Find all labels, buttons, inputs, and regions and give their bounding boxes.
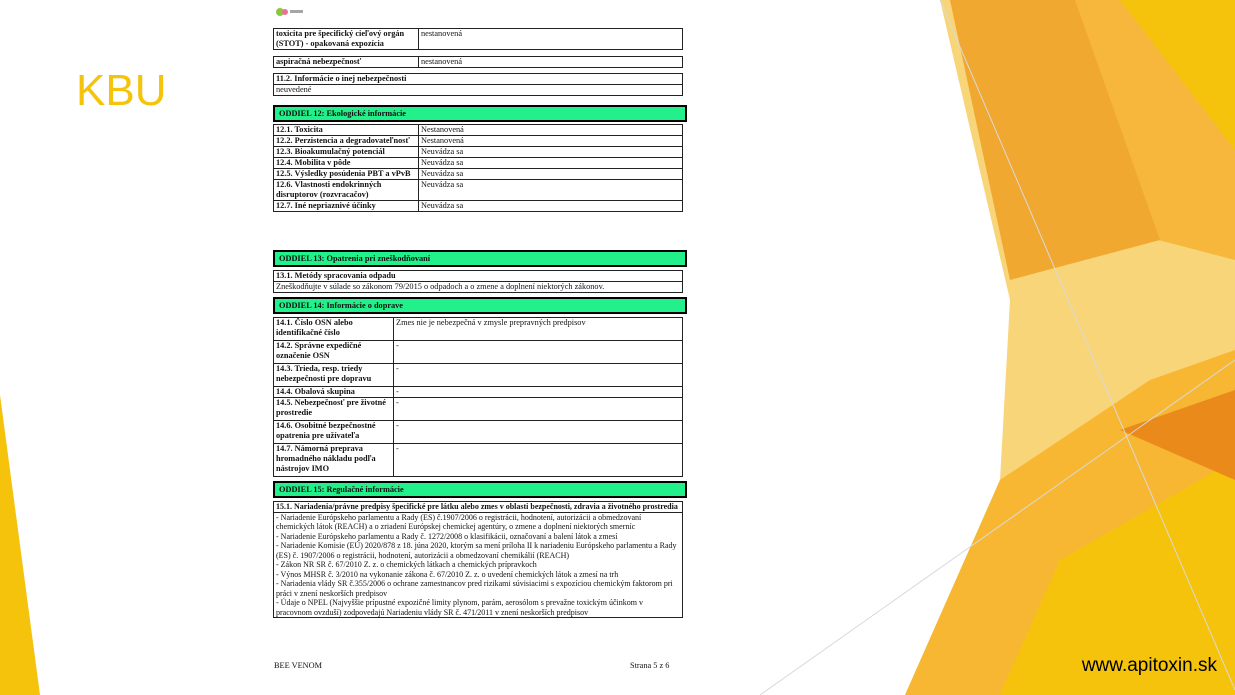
row-label: 12.7. Iné nepriaznivé účinky: [274, 201, 419, 212]
row-label: 12.6. Vlastnosti endokrinných disruptorov (rozvracačov): [274, 180, 419, 201]
regulation-item: - Nariadenie Európskeho parlamentu a Rady (ES) č.1907/2006 o registrácii, hodnotení, autorizácii a obmedzovaní chemických látok (REACH) a o zriadení Európskej chemickej agentúry, o zmene a doplnení niektorých smerníc: [276, 512, 642, 531]
row-value: Nestanovená: [419, 125, 683, 136]
section-13-heading: 13.1. Metódy spracovania odpadu: [274, 271, 683, 282]
other-hazards-table: [273, 73, 683, 96]
table-row: [274, 158, 683, 169]
regulation-item: - Nariadenia vlády SR č.355/2006 o ochrane zamestnancov pred rizikami súvisiacimi s expozíciou chemickým faktorom pri práci v znení neskorších predpisov: [276, 579, 673, 598]
row-value: -: [394, 364, 683, 387]
section-15-banner: ODDIEL 15: Regulačné informácie: [273, 481, 687, 498]
table-row: [274, 421, 683, 444]
row-value: Neuvádza sa: [419, 169, 683, 180]
row-label: toxicita pre špecifický cieľový orgán (STOT) - opakovaná expozícia: [274, 29, 419, 50]
section-12-banner: ODDIEL 12: Ekologické informácie: [273, 105, 687, 122]
website-url[interactable]: www.apitoxin.sk: [1081, 655, 1217, 676]
row-value: -: [394, 387, 683, 398]
row-label: 14.6. Osobitné bezpečnostné opatrenia pre užívateľa: [274, 421, 394, 444]
row-value: Neuvádza sa: [419, 147, 683, 158]
row-label: aspiračná nebezpečnosť: [274, 57, 419, 68]
table-row: [274, 387, 683, 398]
row-label: 14.7. Námorná preprava hromadného nákladu podľa nástrojov IMO: [274, 444, 394, 477]
row-label: 12.2. Perzistencia a degradovateľnosť: [274, 136, 419, 147]
row-label: 12.5. Výsledky posúdenia PBT a vPvB: [274, 169, 419, 180]
table-row: [274, 180, 683, 201]
toxicity-table-2: [273, 56, 683, 68]
regulation-item: - Výnos MHSR č. 3/2010 na vykonanie zákona č. 67/2010 Z. z. o uvedení chemických látok a zmesí na trh: [276, 569, 619, 579]
table-row: [274, 147, 683, 158]
row-label: 14.4. Obalová skupina: [274, 387, 394, 398]
row-label: 12.1. Toxicita: [274, 125, 419, 136]
table-row: [274, 364, 683, 387]
section-14-banner: ODDIEL 14: Informácie o doprave: [273, 297, 687, 314]
regulation-item: - Zákon NR SR č. 67/2010 Z. z. o chemických látkach a chemických prípravkoch: [276, 560, 537, 569]
row-value: -: [394, 444, 683, 477]
section-11-2-heading: 11.2. Informácie o inej nebezpečnosti: [274, 74, 683, 85]
row-value: nestanovená: [419, 57, 683, 68]
table-row: [274, 29, 683, 50]
row-value: -: [394, 341, 683, 364]
row-value: -: [394, 421, 683, 444]
toxicity-table-1: [273, 28, 683, 50]
document-page: [270, 0, 688, 695]
row-value: Neuvádza sa: [419, 201, 683, 212]
section-11-2-value: neuvedené: [274, 85, 683, 96]
section-15-heading: 15.1. Nariadenia/právne predpisy špecifické pre látku alebo zmes v oblasti bezpečnosti, zdravia a životného prostredia: [274, 502, 682, 513]
section-15-box: [273, 501, 683, 618]
section-13-text: Zneškodňujte v súlade so zákonom 79/2015 o odpadoch a o zmene a doplnení niektorých zákonov.: [274, 282, 683, 293]
row-value: nestanovená: [419, 29, 683, 50]
table-row: [274, 125, 683, 136]
section-12-table: [273, 124, 683, 212]
row-value: Zmes nie je nebezpečná v zmysle prepravných predpisov: [394, 318, 683, 341]
row-value: -: [394, 398, 683, 421]
table-row: [274, 201, 683, 212]
company-logo: [274, 6, 304, 18]
footer-page-number: Strana 5 z 6: [630, 661, 670, 670]
row-value: Neuvádza sa: [419, 158, 683, 169]
regulation-item: - Nariadenie Európskeho parlamentu a Rady č. 1272/2008 o klasifikácii, označovaní a balení látok a zmesí: [276, 531, 618, 541]
table-row: [274, 136, 683, 147]
row-label: 14.1. Číslo OSN alebo identifikačné číslo: [274, 318, 394, 341]
section-13-banner: ODDIEL 13: Opatrenia pri zneškodňovaní: [273, 250, 687, 267]
regulation-item: - Údaje o NPEL (Najvyššie prípustné expozičné limity plynom, parám, aerosólom s prevažne toxickým účinkom v pracovnom ovzduší) zodpovedajú Nariadeniu vlády SR č. 471/2011 v znení neskorších predpisov: [276, 598, 643, 617]
table-row: [274, 444, 683, 477]
row-label: 14.3. Trieda, resp. triedy nebezpečnosti pre dopravu: [274, 364, 394, 387]
table-row: [274, 169, 683, 180]
table-row: [274, 318, 683, 341]
footer-product: BEE VENOM: [274, 661, 323, 670]
row-label: 14.5. Nebezpečnosť pre životné prostredie: [274, 398, 394, 421]
table-row: [274, 341, 683, 364]
table-row: [274, 57, 683, 68]
row-label: 12.3. Bioakumulačný potenciál: [274, 147, 419, 158]
section-13-table: [273, 270, 683, 293]
regulation-item: - Nariadenie Komisie (EÚ) 2020/878 z 18. júna 2020, ktorým sa mení príloha II k nariadeniu Európskeho parlamentu a Rady (ES) č. 1907/2006 o registrácii, hodnotení, autorizácii a obmedzovaní chemikálií (REACH): [276, 541, 677, 560]
slide-title: KBU: [76, 66, 167, 115]
table-row: [274, 398, 683, 421]
section-14-table: [273, 317, 683, 477]
row-label: 12.4. Mobilita v pôde: [274, 158, 419, 169]
row-value: Nestanovená: [419, 136, 683, 147]
row-value: Neuvádza sa: [419, 180, 683, 201]
row-label: 14.2. Správne expedičné označenie OSN: [274, 341, 394, 364]
